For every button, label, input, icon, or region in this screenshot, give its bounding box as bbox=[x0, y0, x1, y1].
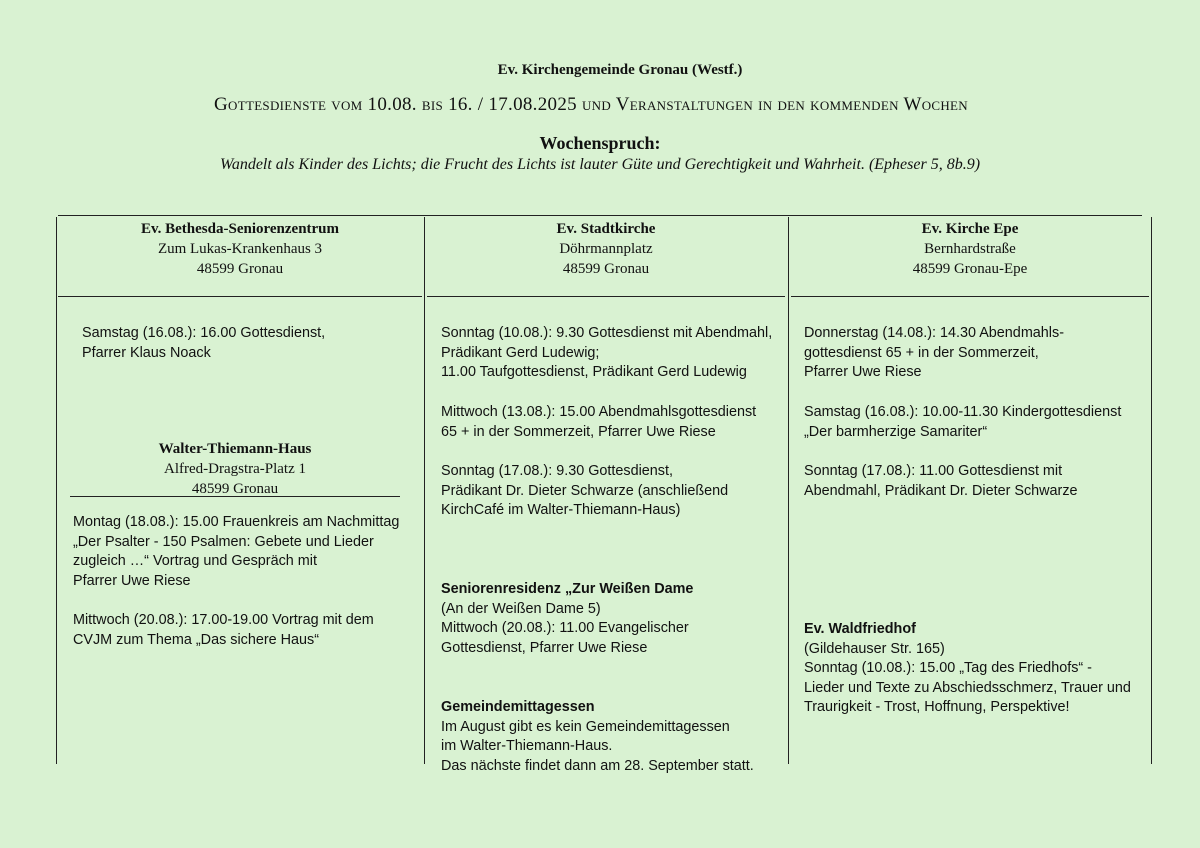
table-left-border bbox=[56, 217, 57, 764]
entry-line: „Der Psalter - 150 Psalmen: Gebete und Lieder bbox=[73, 533, 374, 550]
event-entry bbox=[73, 611, 374, 650]
cemetery-entry bbox=[804, 620, 1131, 718]
entry-line: Gottesdienst, Pfarrer Uwe Riese bbox=[441, 639, 648, 656]
column-divider-2 bbox=[788, 217, 789, 764]
entry-line: Sonntag (10.08.): 15.00 „Tag des Friedhofs“ - bbox=[804, 660, 1092, 677]
header-separator-3 bbox=[791, 296, 1149, 297]
service-entry bbox=[804, 324, 1064, 383]
service-entry bbox=[441, 403, 756, 442]
entry-line: Sonntag (10.08.): 9.30 Gottesdienst mit Abendmahl, bbox=[441, 325, 773, 341]
entry-line: Donnerstag (14.08.): 14.30 Abendmahls- bbox=[804, 325, 1064, 341]
residence-entry bbox=[441, 580, 693, 658]
entry-line: Mittwoch (20.08.): 17.00-19.00 Vortrag mit dem bbox=[73, 612, 374, 628]
entry-line: Pfarrer Klaus Noack bbox=[82, 344, 211, 361]
location-street: Bernhardstraße bbox=[924, 241, 1016, 257]
entry-line: (Gildehauser Str. 165) bbox=[804, 640, 945, 657]
lunch-entry bbox=[441, 698, 754, 776]
entry-line: Pfarrer Uwe Riese bbox=[73, 572, 191, 589]
page-title: Gottesdienste vom 10.08. bis 16. / 17.08.2025 und Veranstaltungen in den kommenden Wochen bbox=[214, 94, 968, 115]
location-street: Zum Lukas-Krankenhaus 3 bbox=[157, 241, 323, 257]
entry-line: (An der Weißen Dame 5) bbox=[441, 600, 601, 617]
entry-line: Samstag (16.08.): 10.00-11.30 Kindergottesdienst bbox=[804, 404, 1122, 420]
entry-line: gottesdienst 65 + in der Sommerzeit, bbox=[804, 344, 1039, 361]
entry-line: Prädikant Gerd Ludewig; bbox=[441, 344, 600, 361]
location-city: 48599 Gronau bbox=[562, 261, 650, 277]
entry-line: Sonntag (17.08.): 9.30 Gottesdienst, bbox=[441, 463, 673, 479]
location-city: 48599 Gronau bbox=[196, 261, 284, 277]
entry-title: Seniorenresidenz „Zur Weißen Dame bbox=[441, 581, 694, 597]
sub-location-street: Alfred-Dragstra-Platz 1 bbox=[163, 461, 307, 477]
entry-line: Abendmahl, Prädikant Dr. Dieter Schwarze bbox=[804, 482, 1078, 499]
location-name: Ev. Bethesda-Seniorenzentrum bbox=[140, 221, 340, 237]
entry-line: Traurigkeit - Trost, Hoffnung, Perspektive! bbox=[804, 699, 1070, 716]
header-separator-2 bbox=[427, 296, 785, 297]
entry-line: im Walter-Thiemann-Haus. bbox=[441, 738, 613, 755]
location-city: 48599 Gronau-Epe bbox=[912, 261, 1028, 277]
service-entry bbox=[441, 324, 772, 383]
entry-line: Pfarrer Uwe Riese bbox=[804, 364, 922, 381]
sub-location-name: Walter-Thiemann-Haus bbox=[158, 441, 312, 457]
entry-line: Das nächste findet dann am 28. September statt. bbox=[441, 757, 754, 774]
organization-name: Ev. Kirchengemeinde Gronau (Westf.) bbox=[497, 62, 743, 78]
entry-line: „Der barmherzige Samariter“ bbox=[804, 423, 988, 440]
sub-location-header bbox=[70, 439, 400, 499]
entry-line: Sonntag (17.08.): 11.00 Gottesdienst mit bbox=[804, 463, 1063, 479]
entry-line: Samstag (16.08.): 16.00 Gottesdienst, bbox=[82, 325, 326, 341]
location-street: Döhrmannplatz bbox=[559, 241, 653, 257]
entry-line: Montag (18.08.): 15.00 Frauenkreis am Nachmittag bbox=[73, 514, 400, 530]
location-name: Ev. Kirche Epe bbox=[921, 221, 1019, 237]
service-entry bbox=[804, 403, 1121, 442]
entry-line: zugleich …“ Vortrag und Gespräch mit bbox=[73, 553, 317, 570]
event-entry bbox=[73, 513, 399, 591]
entry-line: Mittwoch (13.08.): 15.00 Abendmahlsgottesdienst bbox=[441, 404, 757, 420]
table-top-border bbox=[58, 215, 1142, 216]
entry-line: CVJM zum Thema „Das sichere Haus“ bbox=[73, 631, 320, 648]
entry-line: Mittwoch (20.08.): 11.00 Evangelischer bbox=[441, 620, 689, 637]
motto-label: Wochenspruch: bbox=[539, 133, 661, 153]
service-entry bbox=[441, 462, 728, 521]
entry-title: Gemeindemittagessen bbox=[441, 699, 595, 715]
column-header-stadtkirche bbox=[427, 219, 785, 279]
service-entry bbox=[82, 324, 325, 363]
entry-line: 65 + in der Sommerzeit, Pfarrer Uwe Riese bbox=[441, 423, 716, 440]
column-header-bethesda bbox=[58, 219, 422, 279]
entry-line: Prädikant Dr. Dieter Schwarze (anschließend bbox=[441, 482, 729, 499]
service-entry bbox=[804, 462, 1078, 501]
location-name: Ev. Stadtkirche bbox=[556, 221, 656, 237]
entry-line: Lieder und Texte zu Abschiedsschmerz, Trauer und bbox=[804, 679, 1131, 696]
entry-line: KirchCafé im Walter-Thiemann-Haus) bbox=[441, 502, 681, 519]
column-header-epe bbox=[791, 219, 1149, 279]
table-right-border bbox=[1151, 217, 1152, 764]
entry-title: Ev. Waldfriedhof bbox=[804, 621, 916, 637]
weekly-motto: Wandelt als Kinder des Lichts; die Frucht des Lichts ist lauter Güte und Gerechtigkeit und Wahrheit. (Epheser 5, 8b.9) bbox=[219, 156, 981, 173]
entry-line: Im August gibt es kein Gemeindemittagessen bbox=[441, 718, 730, 735]
header-separator-1 bbox=[58, 296, 422, 297]
column-divider-1 bbox=[424, 217, 425, 764]
sub-location-city: 48599 Gronau bbox=[191, 481, 279, 497]
entry-line: 11.00 Taufgottesdienst, Prädikant Gerd Ludewig bbox=[441, 364, 747, 381]
